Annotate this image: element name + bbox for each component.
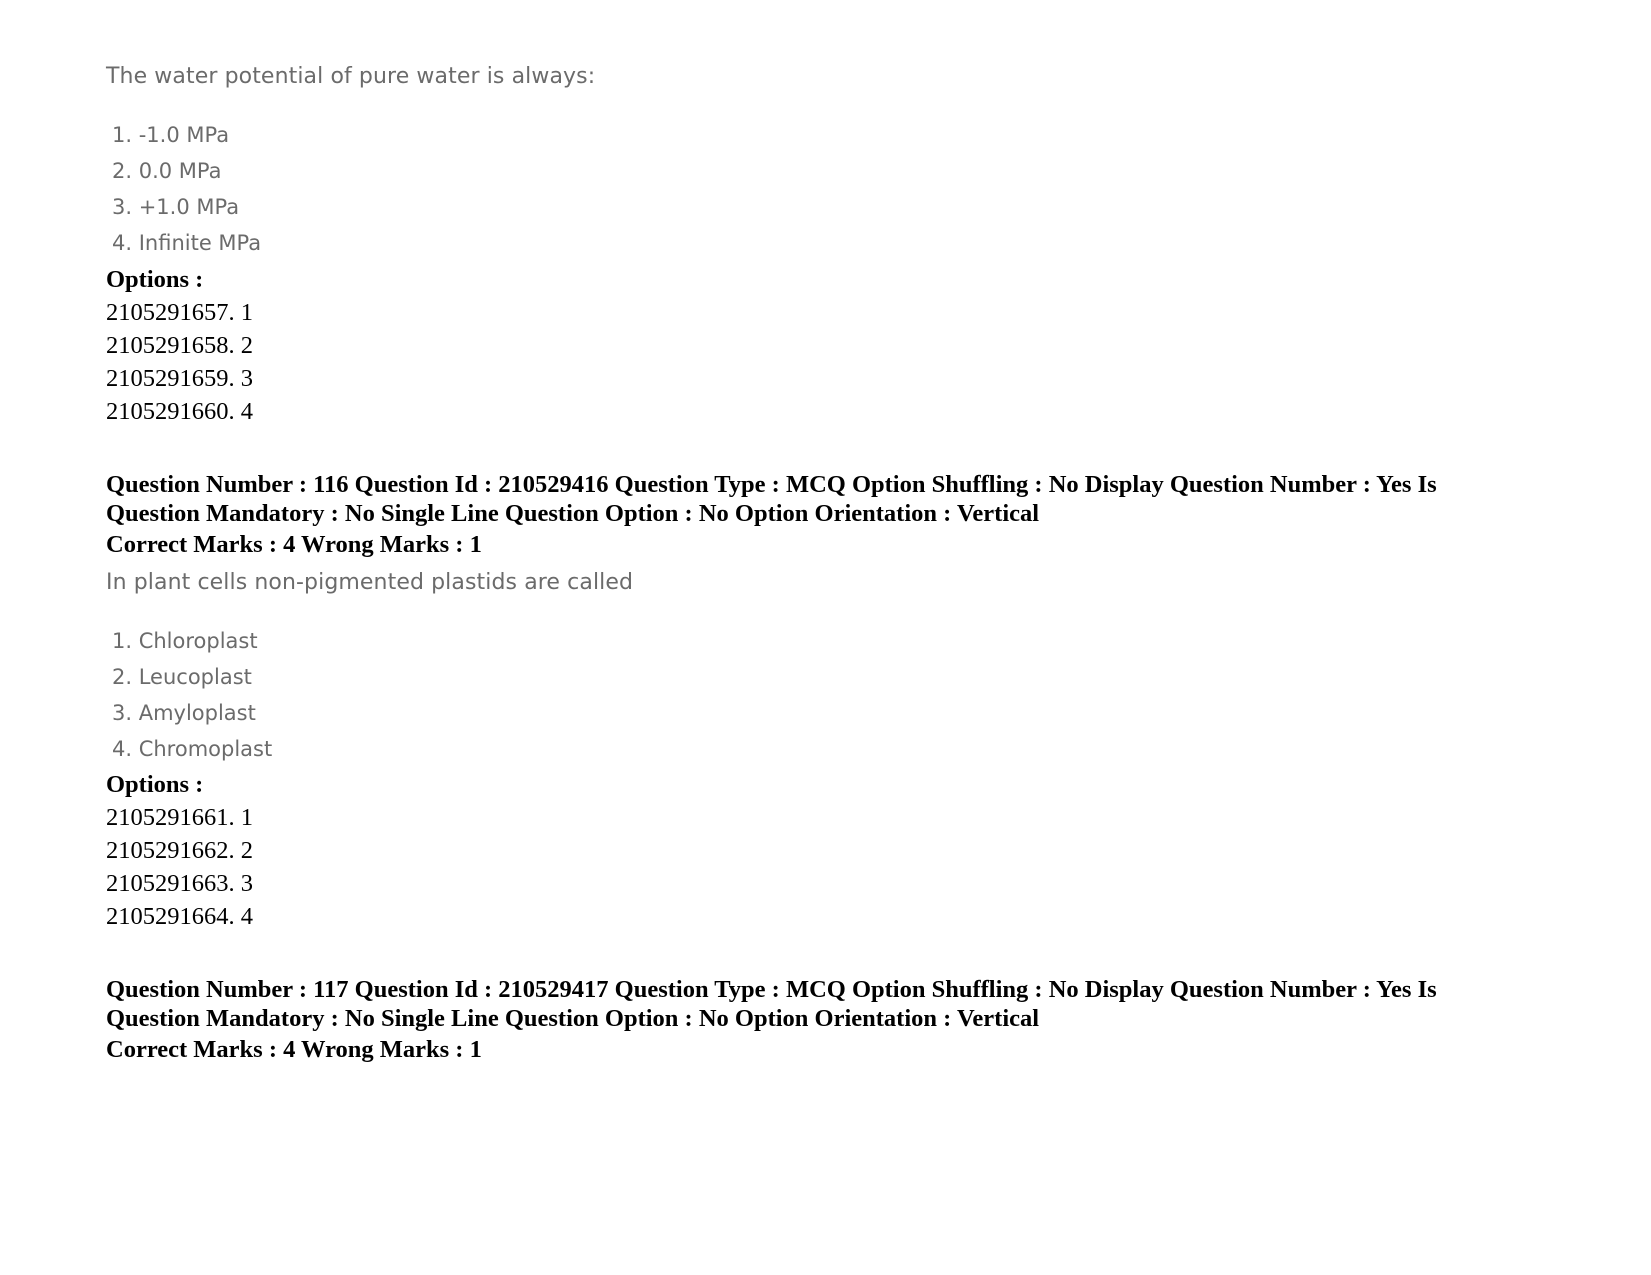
option-id: 2105291661. 1: [106, 804, 253, 831]
question-meta: Question Number : 116 Question Id : 210529416 Question Type : MCQ Option Shuffling : No Display Question Number : Yes Is Question Mandatory : No Single Line Question Option : No Option Orientation : Vertical: [106, 471, 1437, 527]
answer-choice: 1. -1.0 MPa: [112, 123, 230, 147]
question-text: The water potential of pure water is always:: [106, 64, 596, 89]
answer-choice: 3. Amyloplast: [112, 701, 256, 725]
options-label: Options :: [106, 266, 204, 293]
option-id: 2105291662. 2: [106, 837, 253, 864]
answer-choice: 4. Infinite MPa: [112, 231, 262, 255]
question-text: In plant cells non-pigmented plastids are called: [106, 570, 634, 595]
answer-choice: 1. Chloroplast: [112, 629, 258, 653]
marks-line: Correct Marks : 4 Wrong Marks : 1: [106, 531, 482, 558]
option-id: 2105291657. 1: [106, 299, 253, 326]
option-id: 2105291664. 4: [106, 903, 253, 930]
option-id: 2105291660. 4: [106, 398, 253, 425]
answer-choice: 2. Leucoplast: [112, 665, 252, 689]
answer-choice: 3. +1.0 MPa: [112, 195, 240, 219]
answer-choice: 2. 0.0 MPa: [112, 159, 222, 183]
question-meta: Question Number : 117 Question Id : 210529417 Question Type : MCQ Option Shuffling : No Display Question Number : Yes Is Question Mandatory : No Single Line Question Option : No Option Orientation : Vertical: [106, 976, 1437, 1032]
options-label: Options :: [106, 771, 204, 798]
option-id: 2105291663. 3: [106, 870, 253, 897]
option-id: 2105291658. 2: [106, 332, 253, 359]
answer-choice: 4. Chromoplast: [112, 737, 273, 761]
option-id: 2105291659. 3: [106, 365, 253, 392]
marks-line: Correct Marks : 4 Wrong Marks : 1: [106, 1036, 482, 1063]
